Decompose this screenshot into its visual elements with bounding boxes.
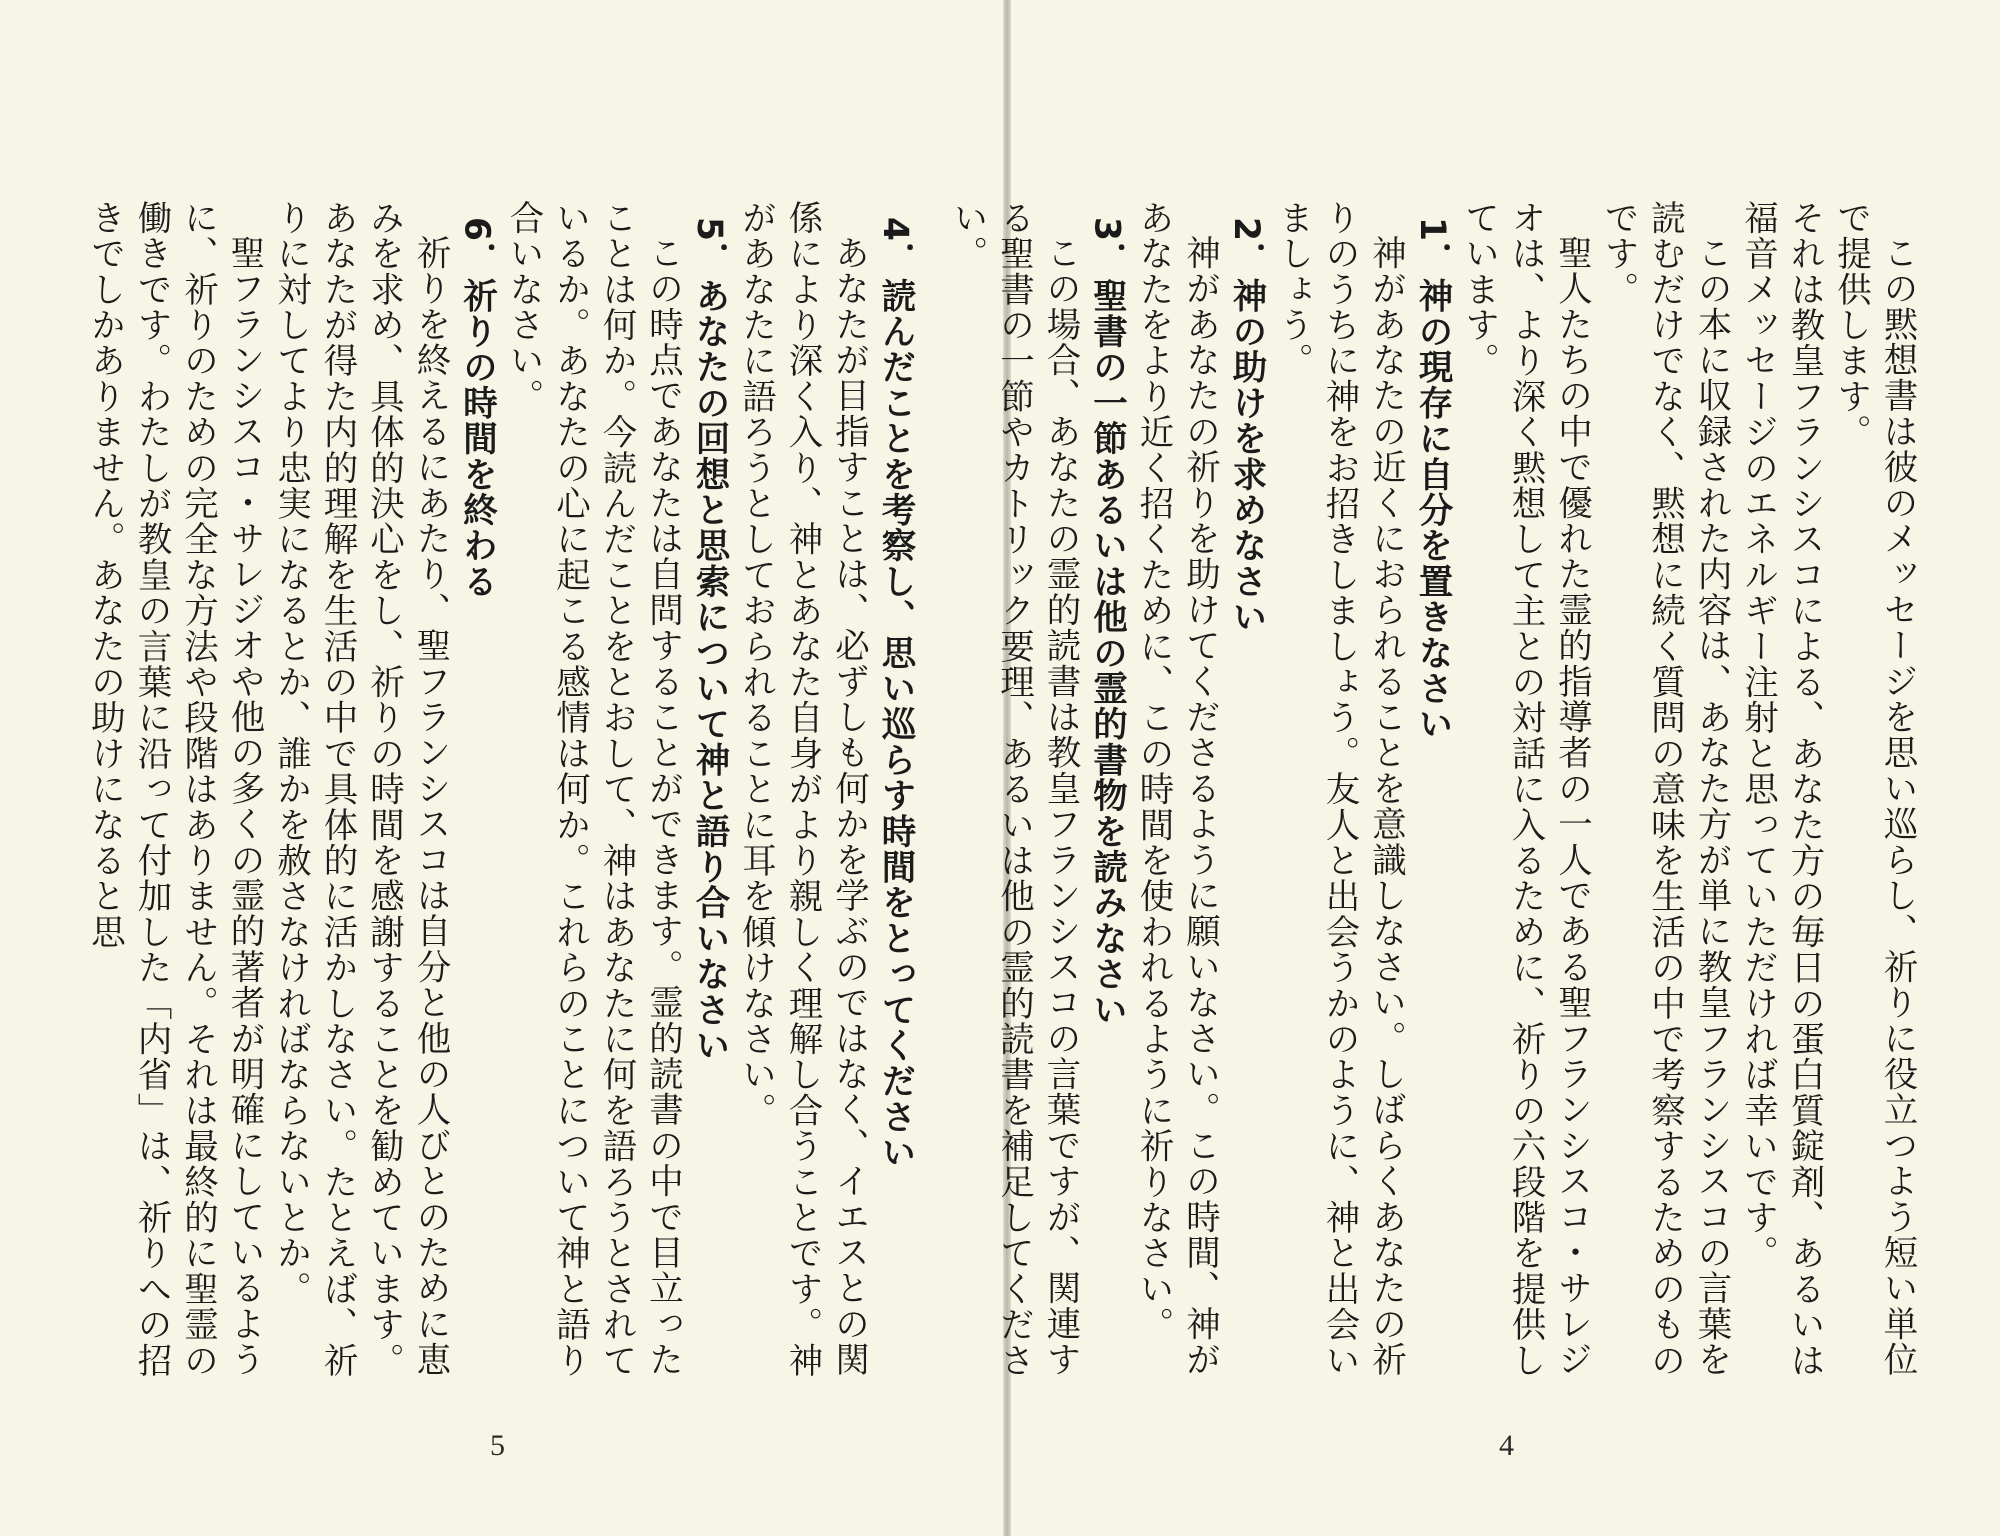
section-heading: 2．神の助けを求めなさい xyxy=(1226,217,1266,636)
body-paragraph: 神があなたの近くにおられることを意識しなさい。しばらくあなたの祈りのうちに神をお招きしましょう。友人と出会うかのように、神と出会いましょう。 xyxy=(1272,200,1406,1379)
body-paragraph: 祈りを終えるにあたり、聖フランシスコは自分と他の人びとのために恵みを求め、具体的決心をし、祈りの時間を感謝することを勧めています。あなたが得た内的理解を生活の中で具体的に活かしなさい。たとえば、祈りに対してより忠実になるとか、誰かを赦さなければならないとか。 xyxy=(270,200,450,1379)
left-page-text xyxy=(38,200,918,1400)
body-paragraph: それは教皇フランシスコによる、あなた方の毎日の蛋白質錠剤、あるいは福音メッセージのエネルギー注射と思っていただければ幸いです。 xyxy=(1737,200,1824,1379)
body-paragraph: 聖フランシスコ・サレジオや他の多くの霊的著者が明確にしているように、祈りのための完全な方法や段階はありません。それは最終的に聖霊の働きです。わたしが教皇の言葉に沿って付加した「内省」は、祈りへの招きでしかありません。あなたの助けになると思 xyxy=(84,200,264,1379)
section-heading: 3．聖書の一節あるいは他の霊的書物を読みなさい xyxy=(1086,217,1127,1028)
body-paragraph: 聖人たちの中で優れた霊的指導者の一人である聖フランシスコ・サレジオは、より深く黙想して主との対話に入るために、祈りの六段階を提供しています。 xyxy=(1458,200,1592,1379)
page-number: 5 xyxy=(490,1429,505,1462)
body-paragraph: この本に収録された内容は、あなた方が単に教皇フランシスコの言葉を読むだけでなく、黙想に続く質問の意味を生活の中で考察するためのものです。 xyxy=(1598,200,1731,1379)
right-page-text xyxy=(947,200,1920,1400)
right-page xyxy=(947,0,2000,1536)
section-heading: 1．神の現存に自分を置きなさい xyxy=(1412,217,1452,743)
section-heading: 5．あなたの回想と思索について神と語り合いなさい xyxy=(689,217,729,1064)
page-number: 4 xyxy=(1499,1429,1514,1462)
body-paragraph: この場合、あなたの霊的読書は教皇フランシスコの言葉ですが、関連する聖書の一節やカトリック要理、あるいは他の霊的読書を補足してください。 xyxy=(947,200,1080,1379)
section-heading: 4．読んだことを考察し、思い巡らす時間をとってください xyxy=(875,217,915,1171)
body-paragraph: この黙想書は彼のメッセージを思い巡らし、祈りに役立つよう短い単位で提供します。 xyxy=(1830,200,1917,1377)
body-paragraph: 神があなたの祈りを助けてくださるように願いなさい。この時間、神があなたをより近く招くために、この時間を使われるように祈りなさい。 xyxy=(1133,200,1220,1377)
body-paragraph: この時点であなたは自問することができます。霊的読書の中で目立ったことは何か。今読んだことをとおして、神はあなたに何を語ろうとされているか。あなたの心に起こる感情は何か。これらのことについて神と語り合いなさい。 xyxy=(503,200,683,1379)
section-heading: 6．祈りの時間を終わる xyxy=(456,217,497,600)
body-paragraph: あなたが目指すことは、必ずしも何かを学ぶのではなく、イエスとの関係により深く入り、神とあなた自身がより親しく理解し合うことです。神があなたに語ろうとしておられることに耳を傾けなさい。 xyxy=(735,200,869,1379)
